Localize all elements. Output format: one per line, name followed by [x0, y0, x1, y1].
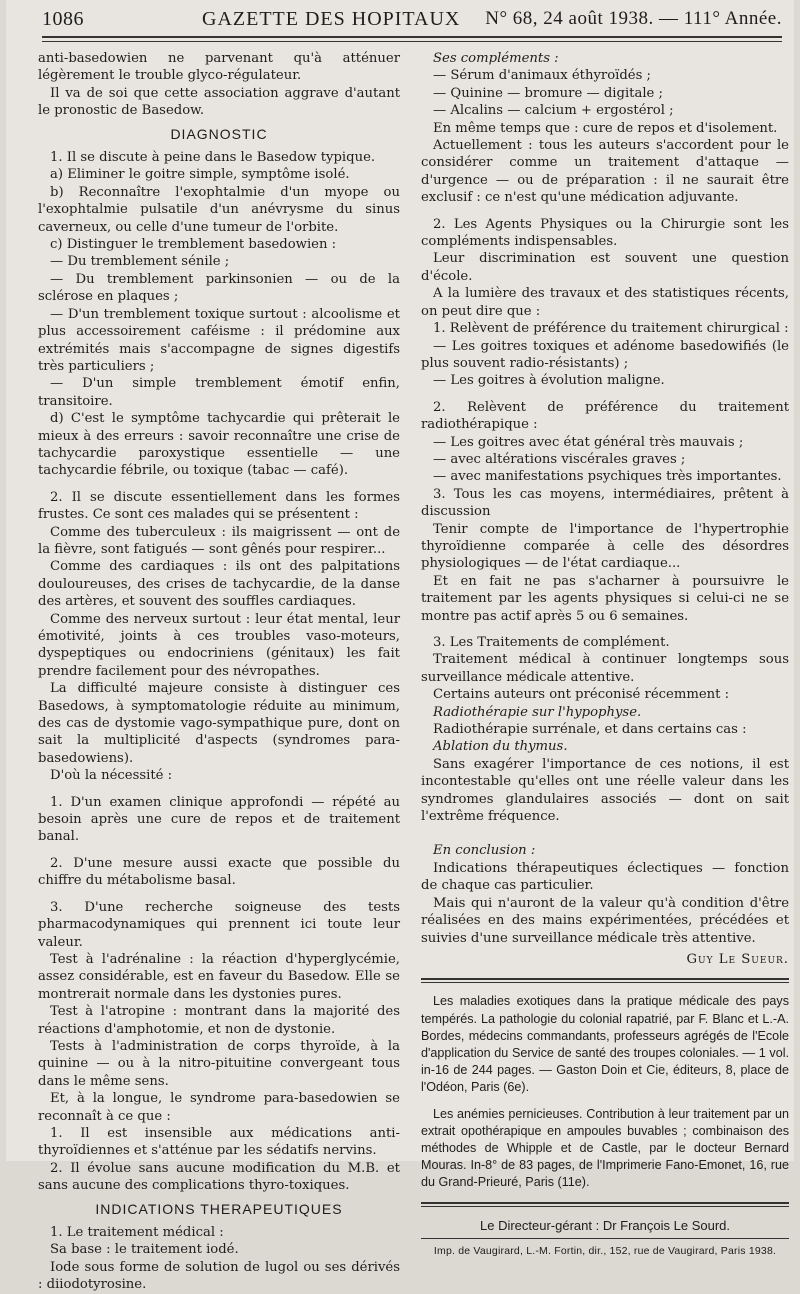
- divider-thin: [421, 1206, 789, 1207]
- paragraph: 2. Il évolue sans aucune modification du M.B. et sans aucune des complications thyro-toxiques.: [38, 1160, 400, 1194]
- paragraph: — Sérum d'animaux éthyroïdés ;: [433, 68, 651, 84]
- newspaper-page: [6, 0, 794, 1293]
- left-column: [38, 50, 400, 1294]
- paragraph: — Les goitres toxiques et adénome basedowifiés (le plus souvent radio-résistants) ;: [421, 338, 789, 371]
- paragraph: Test à l'atropine : montrant dans la majorité des réactions d'amphotomie, et non de dystonie.: [38, 1004, 400, 1037]
- paragraph: D'où la nécessité :: [50, 768, 173, 784]
- paragraph: 2. Relèvent de préférence du traitement radiothérapique :: [421, 399, 789, 433]
- paragraph: 1. D'un examen clinique approfondi — répété au besoin après une cure de repos et de traitement banal.: [38, 794, 400, 845]
- paragraph: 1. Le traitement médical :: [50, 1225, 224, 1240]
- divider-thin: [421, 982, 789, 983]
- paragraph: — avec manifestations psychiques très importantes.: [433, 469, 782, 485]
- director-line: Le Directeur-gérant : Dr François Le Sourd.: [480, 1217, 730, 1233]
- paragraph: d) C'est le symptôme tachycardie qui prêterait le mieux à des erreurs : savoir reconnaître une crise de tachycardie paroxystique essentielle — une tachycardie fébrile, ou toxique (tabac — café).: [38, 411, 400, 479]
- paragraph: Sa base : le traitement iodé.: [50, 1242, 239, 1258]
- paragraph: Radiothérapie surrénale, et dans certains cas :: [433, 722, 747, 738]
- header-rule-thin: [42, 41, 782, 42]
- paragraph: 1. Il se discute à peine dans le Basedow typique.: [50, 150, 376, 166]
- header-rule: [42, 36, 782, 38]
- paragraph: En conclusion :: [433, 843, 536, 859]
- paragraph: 1. Relèvent de préférence du traitement chirurgical :: [433, 321, 789, 337]
- paragraph: — Du tremblement sénile ;: [50, 254, 230, 270]
- paragraph: a) Eliminer le goitre simple, symptôme isolé.: [50, 167, 350, 183]
- divider: [421, 1202, 789, 1204]
- printer-line: Imp. de Vaugirard, L.-M. Fortin, dir., 152, rue de Vaugirard, Paris 1938.: [433, 1244, 777, 1257]
- section-heading-indications: INDICATIONS THERAPEUTIQUES: [95, 1200, 343, 1217]
- section-heading-diagnostic: DIAGNOSTIC: [170, 125, 268, 142]
- page-number: 1086: [42, 8, 84, 30]
- paragraph: 1. Il est insensible aux médications anti-thyroïdiennes et s'atténue par les sédatifs nervins.: [38, 1125, 400, 1159]
- paragraph: Leur discrimination est souvent une question d'école.: [421, 251, 789, 284]
- paragraph: 3. D'une recherche soigneuse des tests pharmacodynamiques qui prennent ici toute leur valeur.: [38, 899, 400, 950]
- paragraph: En même temps que : cure de repos et d'isolement.: [433, 120, 778, 136]
- paragraph: 2. Les Agents Physiques ou la Chirurgie sont les compléments indispensables.: [421, 216, 789, 250]
- journal-title: GAZETTE DES HOPITAUX: [202, 8, 461, 30]
- paragraph: Actuellement : tous les auteurs s'accordent pour le considérer comme un traitement d'attaque — d'urgence — ou de préparation : il ne saurait être exclusif : ce n'est qu'une médication adjuvante.: [421, 138, 789, 206]
- paragraph: Certains auteurs ont préconisé récemment :: [433, 687, 730, 703]
- paragraph: Mais qui n'auront de la valeur qu'à condition d'être réalisées en des mains expérimentées, précédées et suivies d'une surveillance médicale très attentive.: [421, 895, 789, 946]
- paragraph: Comme des tuberculeux : ils maigrissent — ont de la fièvre, sont fatigués — sont gênés pour respirer...: [38, 524, 400, 557]
- paragraph: 2. D'une mesure aussi exacte que possible du chiffre du métabolisme basal.: [38, 855, 400, 889]
- paragraph: anti-basedowien ne parvenant qu'à atténuer légèrement le trouble glyco-régulateur.: [38, 51, 400, 84]
- paragraph: La difficulté majeure consiste à distinguer ces Basedows, à symptomatologie réduite au minimum, des cas de dystomie vago-sympathique pure, dont on sait la multiplicité d'aspects (syndromes para-basedowiens).: [38, 681, 400, 766]
- paragraph: Comme des nerveux surtout : leur état mental, leur émotivité, joints à ces troubles vaso-moteurs, dyspeptiques ou endocriniens (génitaux) les fait prendre facilement pour des névropathes.: [38, 611, 400, 679]
- paragraph: A la lumière des travaux et des statistiques récents, on peut dire que :: [421, 286, 789, 319]
- paragraph: — Du tremblement parkinsonien — ou de la sclérose en plaques ;: [38, 271, 400, 305]
- paragraph: Et en fait ne pas s'acharner à poursuivre le traitement par les agents physiques si celui-ci ne se montre pas actif après 5 ou 6 semaines.: [421, 573, 789, 624]
- paragraph: — avec altérations viscérales graves ;: [433, 451, 686, 467]
- paragraph: 2. Il se discute essentiellement dans les formes frustes. Ce sont ces malades qui se présentent :: [38, 489, 400, 523]
- signature: Guy Le Sueur.: [686, 951, 789, 967]
- paragraph: 3. Les Traitements de complément.: [433, 635, 670, 650]
- paragraph: — Quinine — bromure — digitale ;: [433, 85, 663, 101]
- paragraph: — D'un simple tremblement émotif enfin, transitoire.: [38, 376, 400, 409]
- paragraph: Sans exagérer l'importance de ces notions, il est incontestable qu'elles ont une réelle valeur dans les syndromes glandulaires associés — dont on sait l'extrême fréquence.: [421, 756, 789, 825]
- divider-thin: [421, 1238, 789, 1239]
- paragraph: Traitement médical à continuer longtemps sous surveillance médicale attentive.: [421, 652, 789, 685]
- paragraph: — Les goitres à évolution maligne.: [433, 373, 665, 389]
- paragraph: Indications thérapeutiques éclectiques — fonction de chaque cas particulier.: [421, 860, 789, 894]
- paragraph: Tenir compte de l'importance de l'hypertrophie thyroïdienne comparée à celle des désordres physiologiques — de l'état cardiaque...: [421, 521, 789, 572]
- paragraph: — Les goitres avec état général très mauvais ;: [433, 434, 744, 450]
- paragraph: Il va de soi que cette association aggrave d'autant le pronostic de Basedow.: [38, 85, 400, 119]
- paragraph: c) Distinguer le tremblement basedowien :: [50, 237, 337, 253]
- book-notice: Les anémies pernicieuses. Contribution à leur traitement par un extrait opothérapique en ampoules buvables ; combinaison des méthodes de Whipple et de Castle, par le docteur Bernard Mouras. In-8° de 83 pages, de l'Imprimerie Fano-Emonet, 16, rue du Grand-Prieuré, Paris (11e).: [421, 1106, 789, 1190]
- paragraph: Tests à l'administration de corps thyroïde, à la quinine — ou à la nitro-pituitine convergeant tous dans le même sens.: [38, 1038, 400, 1089]
- paragraph: Et, à la longue, le syndrome para-basedowien se reconnaît à ce que :: [38, 1091, 400, 1124]
- paragraph: Radiothérapie sur l'hypophyse.: [433, 704, 642, 720]
- paragraph: — Alcalins — calcium + ergostérol ;: [433, 103, 674, 119]
- paragraph: Comme des cardiaques : ils ont des palpitations douloureuses, des crises de tachycardie, de la danse des artères, et souvent des souffles cardiaques.: [38, 559, 400, 610]
- paragraph: — D'un tremblement toxique surtout : alcoolisme et plus accessoirement caféisme : il prédomine aux extrémités mais s'accompagne de signes digestifs très particuliers ;: [38, 306, 400, 374]
- paragraph: Ses compléments :: [433, 51, 559, 66]
- divider: [421, 978, 789, 980]
- page-header: [42, 8, 782, 34]
- paragraph: Iode sous forme de solution de lugol ou ses dérivés : diiodotyrosine.: [38, 1259, 400, 1293]
- paragraph: b) Reconnaître l'exophtalmie d'un myope ou l'exophtalmie pulsatile d'un anévrysme du sinus caverneux, ou celle d'une tumeur de l'orbite.: [38, 184, 400, 235]
- issue-info: N° 68, 24 août 1938. — 111° Année.: [485, 8, 782, 29]
- book-notice: Les maladies exotiques dans la pratique médicale des pays tempérés. La pathologie du colonial rapatrié, par F. Blanc et L.-A. Bordes, médecins commandants, professeurs agrégés de l'Ecole d'application du Service de santé des troupes coloniales. — 1 vol. in-16 de 244 pages. — Gaston Doin et Cie, éditeurs, 8, place de l'Odéon, Paris (6e).: [421, 994, 789, 1095]
- right-column: [421, 50, 789, 1260]
- paragraph: 3. Tous les cas moyens, intermédiaires, prêtent à discussion: [421, 486, 789, 520]
- paragraph: Ablation du thymus.: [433, 739, 568, 755]
- paragraph: Test à l'adrénaline : la réaction d'hyperglycémie, assez considérable, est en faveur du Basedow. Elle se montrerait normale dans les dystonies pures.: [38, 951, 400, 1002]
